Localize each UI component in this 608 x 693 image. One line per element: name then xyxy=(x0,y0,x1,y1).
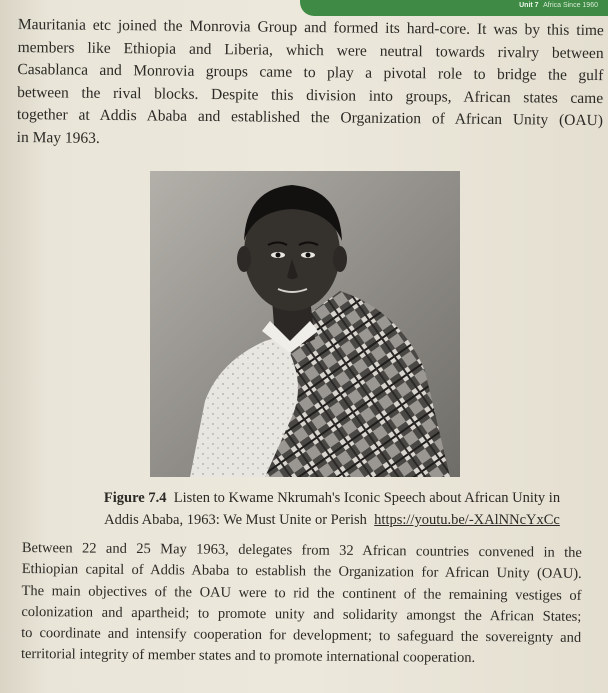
figure-caption xyxy=(82,487,582,531)
paragraph-oau-formation xyxy=(17,14,604,155)
unit-number: Unit 7 xyxy=(519,2,539,9)
paragraph-line: The main objectives of the OAU were to rid the continent of the remaining vestiges of xyxy=(21,582,582,604)
portrait-photo xyxy=(150,171,460,477)
paragraph-oau-objectives xyxy=(21,538,582,671)
paragraph-line: Mauritania etc joined the Monrovia Group and formed its hard-core. It was by this time xyxy=(17,15,604,40)
paragraph-line: members like Ethiopia and Liberia, which were neutral towards rivalry between xyxy=(17,38,604,62)
caption-text-2: Addis Ababa, 1963: We Must Unite or Perish xyxy=(104,512,367,528)
paragraph-line: between the rival blocks. Despite this division into groups, African states came xyxy=(17,83,604,107)
unit-subtitle: Africa Since 1960 xyxy=(543,2,598,9)
caption-line-1 xyxy=(82,487,582,509)
unit-header-band xyxy=(300,0,608,16)
caption-text-1: Listen to Kwame Nkrumah's Iconic Speech about African Unity in xyxy=(173,490,561,506)
paragraph-line: Casablanca and Monrovia groups came to play a pivotal role to bridge the gulf xyxy=(17,60,604,85)
paragraph-line: Between 22 and 25 May 1963, delegates from 32 African countries convened in the xyxy=(21,539,582,561)
unit-header-text xyxy=(519,2,598,9)
paragraph-line: in May 1963. xyxy=(16,128,100,147)
paragraph-line: to coordinate and intensify cooperation for development; to safeguard the sovereignty and xyxy=(21,625,582,647)
caption-line-2 xyxy=(82,509,582,531)
figure-label: Figure 7.4 xyxy=(103,490,167,506)
paragraph-line: colonization and apartheid; to promote unity and solidarity amongst the African States; xyxy=(21,603,582,625)
paragraph-line: territorial integrity of member states and to promote international cooperation. xyxy=(20,646,476,667)
portrait-image xyxy=(150,171,460,477)
paragraph-line: together at Addis Ababa and established the Organization of African Unity (OAU) xyxy=(16,105,604,130)
paragraph-line: Ethiopian capital of Addis Ababa to establish the Organization for African Unity (OAU). xyxy=(21,561,582,583)
youtube-link[interactable]: https://youtu.be/-XAlNNcYxCc xyxy=(374,512,560,528)
